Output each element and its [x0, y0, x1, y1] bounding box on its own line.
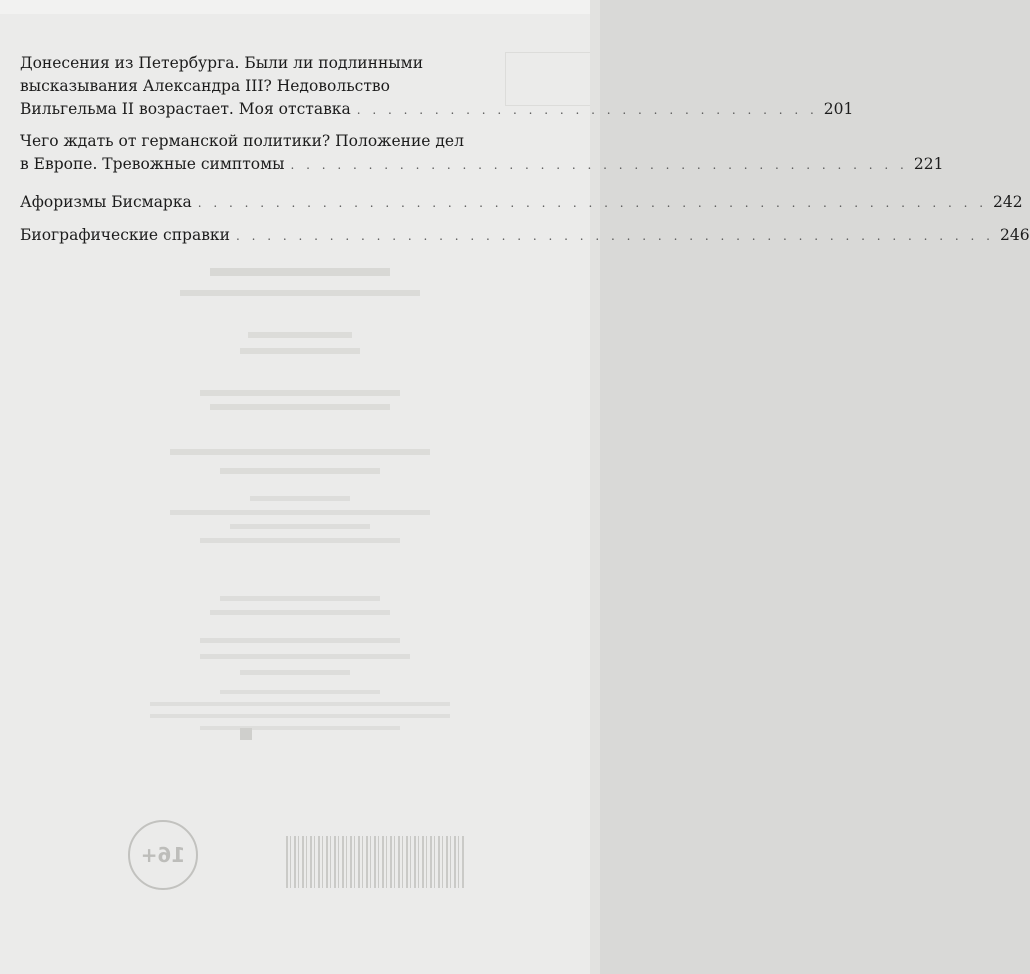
show-through-mark — [240, 728, 252, 740]
table-of-contents — [20, 52, 1030, 247]
toc-entry-line: высказывания Александра III? Недовольство — [20, 77, 390, 95]
barcode-graphic — [286, 836, 466, 888]
toc-entry — [20, 52, 854, 121]
toc-entry-title-end: Биографические справки — [20, 226, 230, 244]
toc-entry-title-end: Афоризмы Бисмарка — [20, 193, 192, 211]
toc-entry-line: Чего ждать от германской политики? Положение дел — [20, 132, 464, 150]
leader-dots: . . . . . . . . . . . . . . . . . . . . . . . . . . . . . . . . . . . . . . . . . . . . . . . . . . . — [197, 196, 988, 210]
toc-entry-title-end: в Европе. Тревожные симптомы — [20, 155, 285, 173]
age-rating-badge: 16+ — [128, 820, 198, 890]
toc-entry-title-end: Вильгельма II возрастает. Моя отставка — [20, 100, 351, 118]
leader-dots: . . . . . . . . . . . . . . . . . . . . . . . . . . . . . . . . . . . . . . . . . . . . . . . . . — [235, 229, 994, 243]
toc-page-number: 201 — [823, 100, 854, 118]
toc-entry — [20, 191, 1023, 214]
toc-page-number: 242 — [993, 193, 1023, 211]
toc-page-number: 246 — [999, 226, 1030, 244]
leader-dots: . . . . . . . . . . . . . . . . . . . . . . . . . . . . . . — [356, 103, 818, 117]
toc-page-number: 221 — [913, 155, 944, 173]
toc-entry — [20, 130, 944, 176]
top-page-edge — [0, 0, 600, 14]
toc-entry-line: Донесения из Петербурга. Были ли подлинными — [20, 54, 424, 72]
leader-dots: . . . . . . . . . . . . . . . . . . . . . . . . . . . . . . . . . . . . . . . . — [290, 158, 908, 172]
toc-entry — [20, 224, 1030, 247]
right-page-edge — [590, 0, 600, 974]
